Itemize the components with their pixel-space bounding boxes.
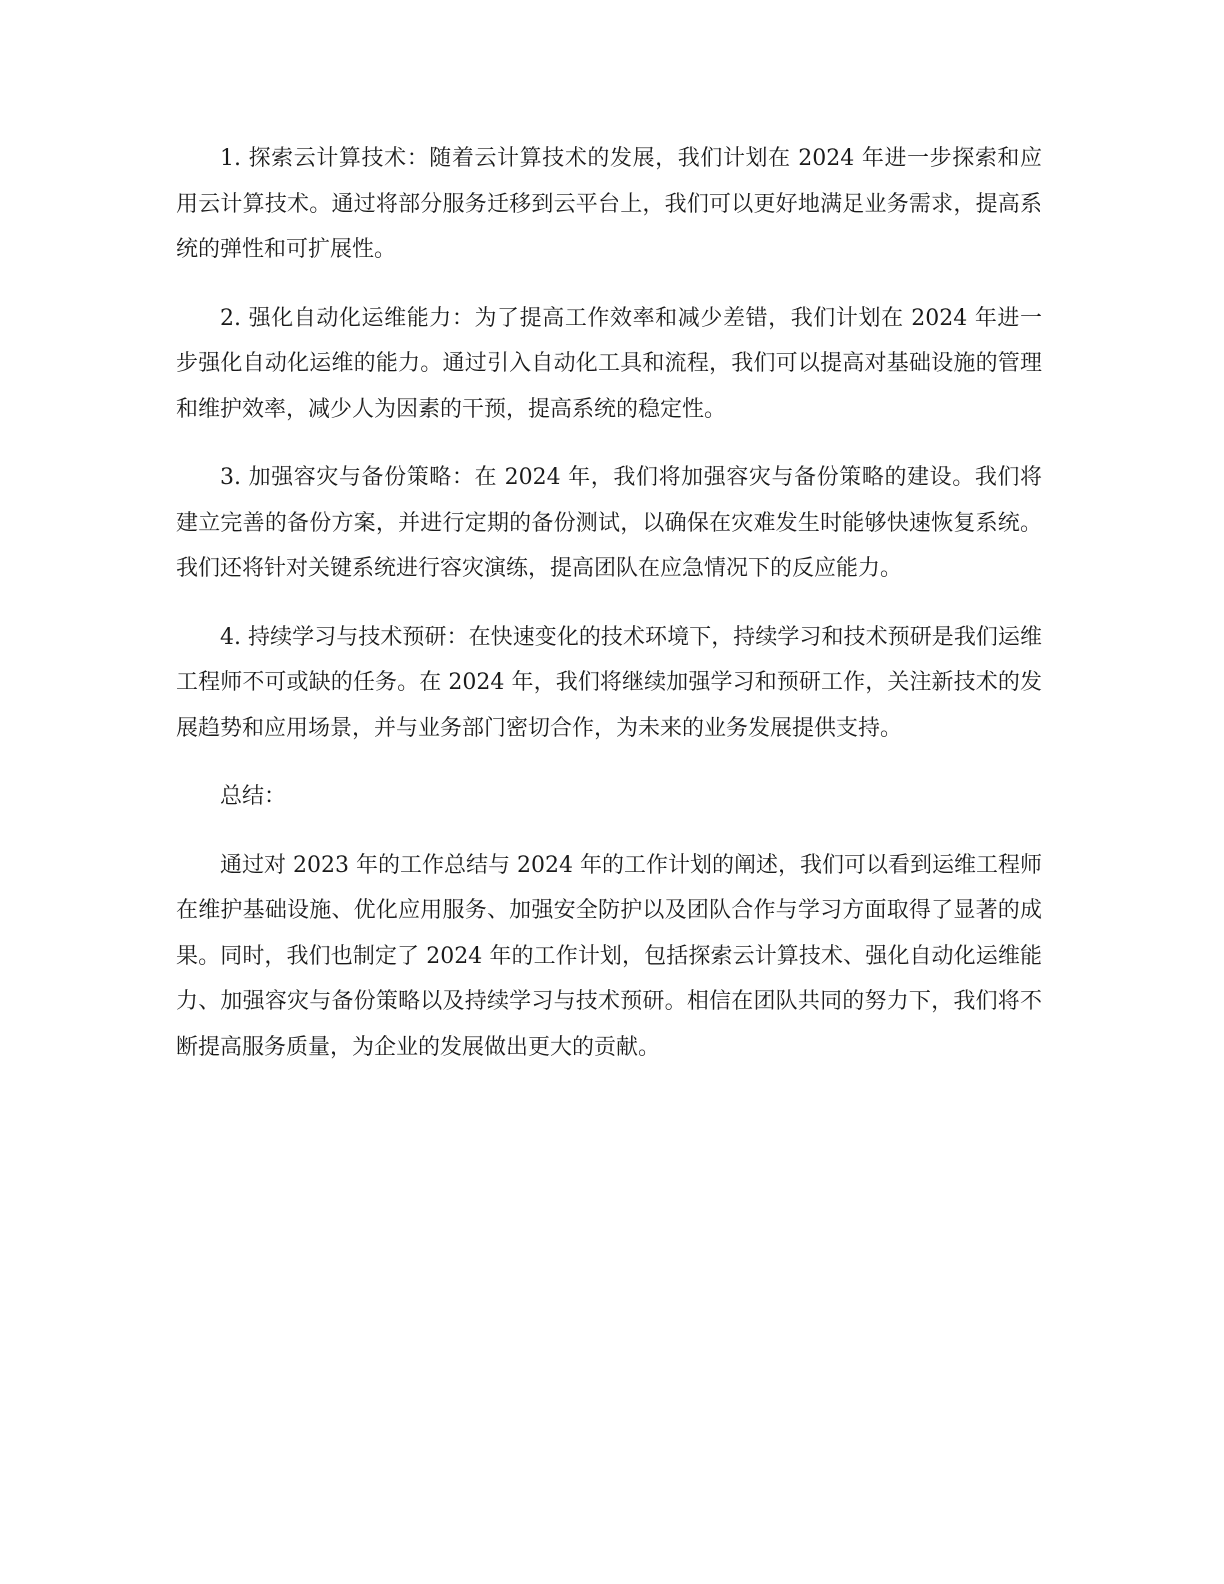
summary-heading: 总结：	[220, 784, 287, 809]
plan-item-automation: 2. 强化自动化运维能力：为了提高工作效率和减少差错，我们计划在 2024 年进一步强化自动化运维的能力。通过引入自动化工具和流程，我们可以提高对基础设施的管理和维护效率，减少人为因素的干预，提高系统的稳定性。	[176, 305, 1042, 422]
plan-item-disaster-recovery: 3. 加强容灾与备份策略：在 2024 年，我们将加强容灾与备份策略的建设。我们将建立完善的备份方案，并进行定期的备份测试，以确保在灾难发生时能够快速恢复系统。我们还将针对关键系统进行容灾演练，提高团队在应急情况下的反应能力。	[176, 465, 1042, 581]
summary-paragraph: 通过对 2023 年的工作总结与 2024 年的工作计划的阐述，我们可以看到运维工程师在维护基础设施、优化应用服务、加强安全防护以及团队合作与学习方面取得了显著的成果。同时，我们也制定了 2024 年的工作计划，包括探索云计算技术、强化自动化运维能力、加强容灾与备份策略以及持续学习与技术预研。相信在团队共同的努力下，我们将不断提高服务质量，为企业的发展做出更大的贡献。	[176, 852, 1042, 1060]
plan-item-learning: 4. 持续学习与技术预研：在快速变化的技术环境下，持续学习和技术预研是我们运维工程师不可或缺的任务。在 2024 年，我们将继续加强学习和预研工作，关注新技术的发展趋势和应用场景，并与业务部门密切合作，为未来的业务发展提供支持。	[176, 624, 1042, 741]
plan-item-cloud-computing: 1. 探索云计算技术：随着云计算技术的发展，我们计划在 2024 年进一步探索和应用云计算技术。通过将部分服务迁移到云平台上，我们可以更好地满足业务需求，提高系统的弹性和可扩展性。	[176, 146, 1042, 262]
document-body	[176, 136, 1042, 1093]
